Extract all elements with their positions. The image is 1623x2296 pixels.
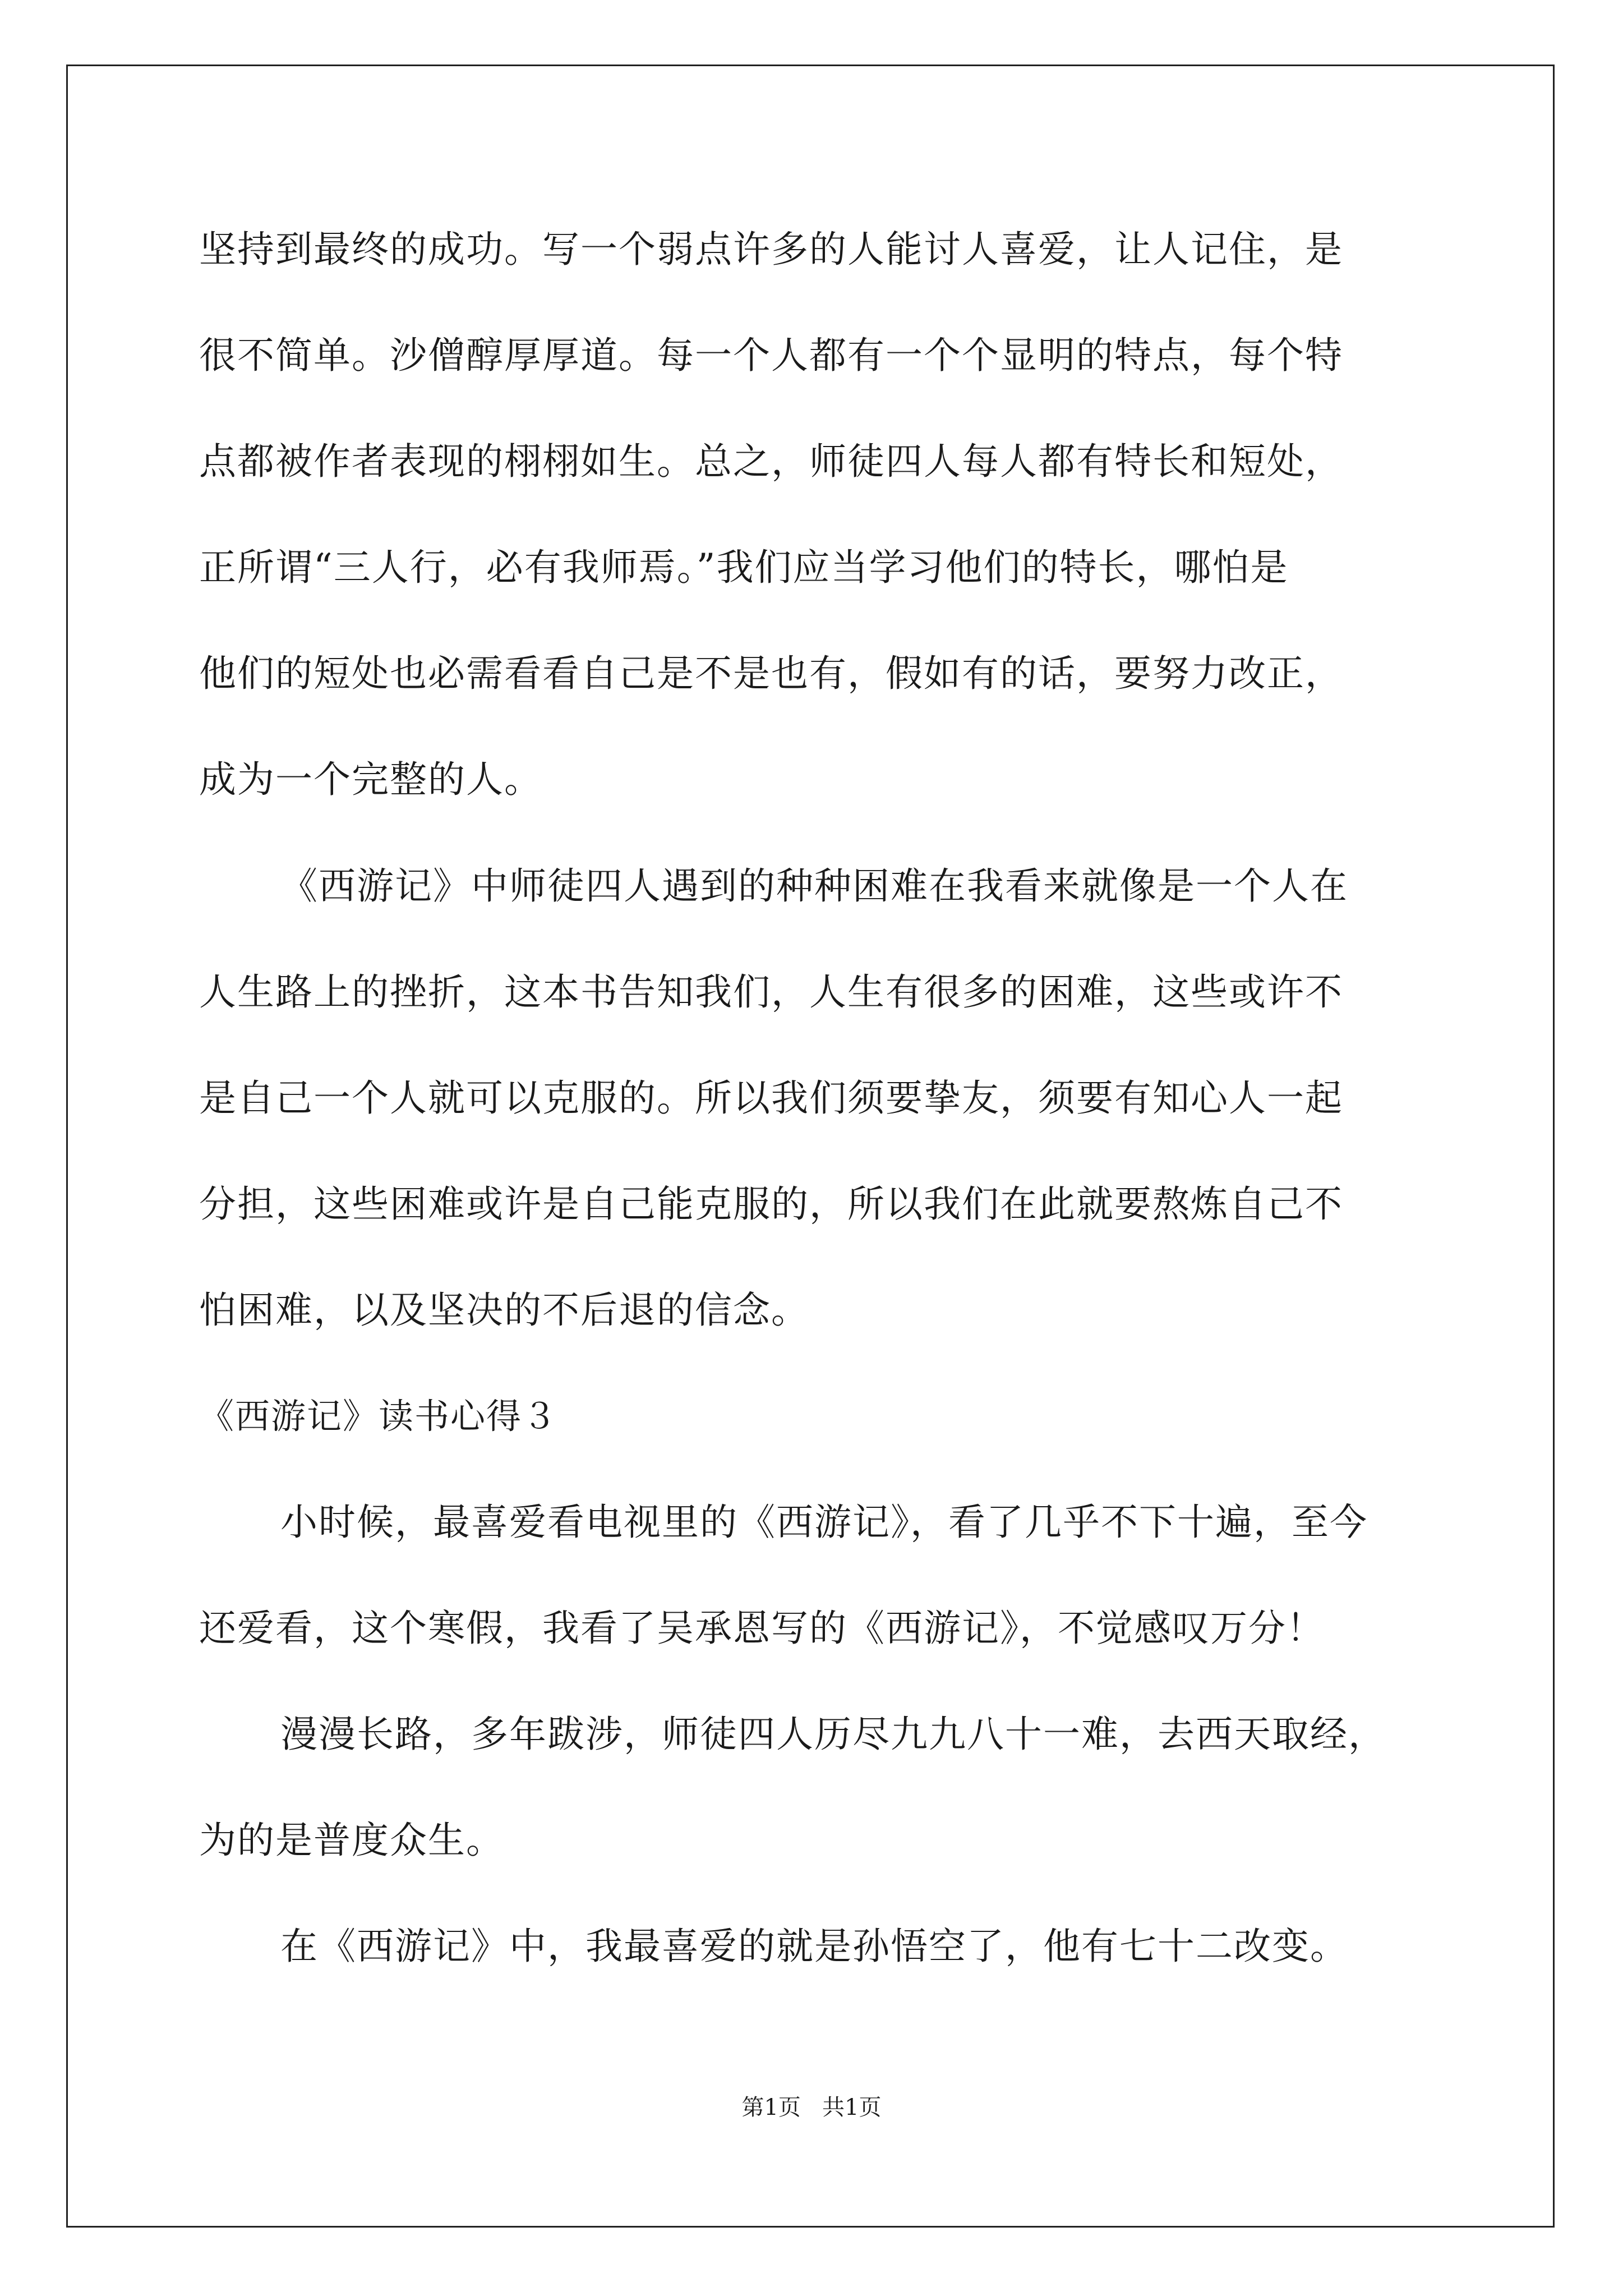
body-line-16: 为的是普度众生。 [199,1819,504,1862]
paragraph-start-line: 《西游记》中师徒四人遇到的种种困难在我看来就像是一个人在 [280,864,1348,908]
paragraph-start-line: 小时候，最喜爱看电视里的《西游记》，看了几乎不下十遍，至今 [280,1501,1368,1544]
paragraph-start-line: 在《西游记》中，我最喜爱的就是孙悟空了，他有七十二改变。 [280,1925,1348,1968]
body-line-14: 还爱看，这个寒假，我看了吴承恩写的《西游记》，不觉感叹万分！ [199,1607,1325,1650]
page-number-footer: 第1页 共1页 [741,2095,882,2120]
body-line-5: 他们的短处也必需看看自己是不是也有，假如有的话，要努力改正， [199,652,1343,695]
body-line-8: 人生路上的挫折，这本书告知我们，人生有很多的困难，这些或许不 [199,970,1343,1014]
paragraph-start-line: 漫漫长路，多年跋涉，师徒四人历尽九九八十一难，去西天取经， [280,1713,1386,1756]
body-line-3: 点都被作者表现的栩栩如生。总之，师徒四人每人都有特长和短处， [199,440,1343,483]
body-line-9: 是自己一个人就可以克服的。所以我们须要挚友，须要有知心人一起 [199,1076,1343,1120]
body-line-1: 坚持到最终的成功。写一个弱点许多的人能讨人喜爱，让人记住，是 [199,228,1343,271]
page-border [66,65,1555,2228]
body-line-2: 很不简单。沙僧醇厚厚道。每一个人都有一个个显明的特点，每个特 [199,334,1343,377]
body-line-11: 怕困难，以及坚决的不后退的信念。 [199,1289,809,1332]
section-heading: 《西游记》读书心得３ [199,1396,559,1437]
body-line-10: 分担，这些困难或许是自己能克服的，所以我们在此就要熬炼自己不 [199,1182,1343,1226]
body-line-6: 成为一个完整的人。 [199,758,542,801]
body-line-4: 正所谓“三人行，必有我师焉。”我们应当学习他们的特长，哪怕是 [199,546,1289,589]
